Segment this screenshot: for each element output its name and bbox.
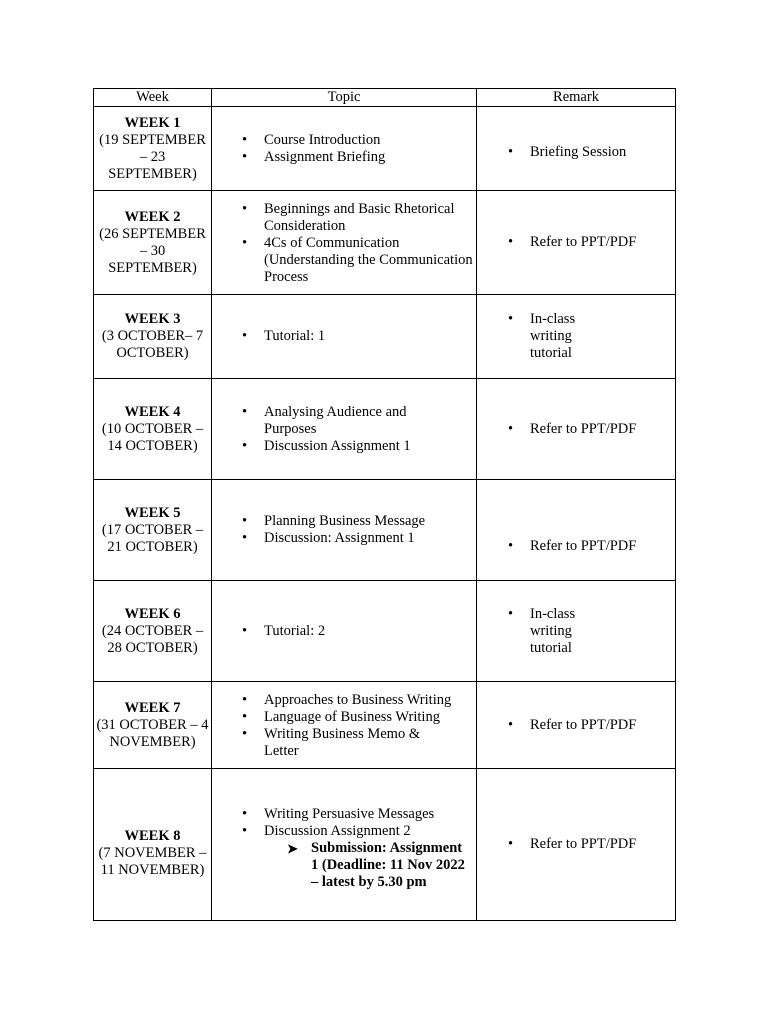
- topic-item: • Planning Business Message: [264, 513, 476, 530]
- topic-cell: [212, 379, 477, 480]
- remark-item: • In-class writing tutorial: [530, 311, 615, 362]
- table-row: [94, 581, 676, 682]
- week-label: WEEK 3: [124, 311, 181, 327]
- topic-cell: [212, 581, 477, 682]
- topic-item: • Tutorial: 2: [264, 623, 476, 640]
- week-label: WEEK 4: [124, 403, 181, 420]
- remark-item: • Briefing Session: [530, 144, 675, 161]
- week-range: (24 OCTOBER – 28 OCTOBER): [101, 622, 204, 656]
- topic-item: • Writing Persuasive Messages: [264, 806, 476, 823]
- header-topic: Topic: [212, 89, 477, 107]
- topic-cell: [212, 107, 477, 191]
- topic-item: • Discussion Assignment 1: [264, 438, 436, 455]
- week-range: (10 OCTOBER – 14 OCTOBER): [101, 420, 204, 454]
- header-week: Week: [94, 89, 212, 107]
- week-label: WEEK 5: [124, 504, 181, 521]
- remark-item: • Refer to PPT/PDF: [530, 421, 675, 438]
- remark-cell: [477, 480, 676, 581]
- remark-cell: [477, 107, 676, 191]
- table-row: [94, 295, 676, 379]
- topic-item: • Discussion: Assignment 1: [264, 530, 476, 547]
- header-remark: Remark: [477, 89, 676, 107]
- table-row: [94, 769, 676, 921]
- topic-item: • 4Cs of Communication (Understanding the Communication Process: [264, 235, 476, 286]
- topic-item: • Course Introduction: [264, 132, 476, 149]
- remark-item: • Refer to PPT/PDF: [530, 836, 675, 853]
- week-range: (3 OCTOBER– 7 OCTOBER): [101, 328, 204, 361]
- week-label: WEEK 6: [124, 605, 181, 622]
- table-row: [94, 191, 676, 295]
- topic-item: • Analysing Audience and Purposes: [264, 404, 436, 438]
- week-range: (19 SEPTEMBER – 23 SEPTEMBER): [99, 131, 206, 182]
- remark-item: • In-class writing tutorial: [530, 606, 615, 657]
- remark-item: • Refer to PPT/PDF: [530, 234, 675, 251]
- week-cell: [94, 769, 212, 921]
- week-cell: [94, 581, 212, 682]
- topic-item: • Tutorial: 1: [264, 328, 476, 345]
- topic-cell: [212, 295, 477, 379]
- remark-item: • Refer to PPT/PDF: [530, 538, 675, 555]
- topic-item: • Approaches to Business Writing: [264, 692, 476, 709]
- week-cell: [94, 191, 212, 295]
- schedule-table: [93, 88, 676, 921]
- submission-note: [287, 840, 471, 891]
- header-row: [94, 89, 676, 107]
- week-label: WEEK 7: [124, 699, 181, 716]
- table-row: [94, 682, 676, 769]
- table-row: [94, 480, 676, 581]
- week-cell: [94, 379, 212, 480]
- topic-item: • Writing Business Memo & Letter: [264, 726, 476, 760]
- week-label: WEEK 2: [124, 208, 181, 225]
- week-cell: [94, 107, 212, 191]
- topic-cell: [212, 682, 477, 769]
- week-label: WEEK 1: [124, 114, 181, 131]
- remark-cell: [477, 682, 676, 769]
- table-row: [94, 107, 676, 191]
- remark-cell: [477, 379, 676, 480]
- topic-cell: [212, 480, 477, 581]
- week-range: (26 SEPTEMBER – 30 SEPTEMBER): [99, 225, 206, 276]
- topic-item: • Beginnings and Basic Rhetorical Consideration: [264, 201, 476, 235]
- topic-cell: [212, 769, 477, 921]
- remark-item: • Refer to PPT/PDF: [530, 717, 675, 734]
- remark-cell: [477, 295, 676, 379]
- week-label: WEEK 8: [124, 827, 181, 844]
- topic-cell: [212, 191, 477, 295]
- topic-item: • Assignment Briefing: [264, 149, 476, 166]
- topic-item: • Discussion Assignment 2: [264, 823, 476, 840]
- remark-cell: [477, 191, 676, 295]
- arrow-bullet-icon: ➤: [287, 841, 298, 856]
- remark-cell: [477, 769, 676, 921]
- week-range: (31 OCTOBER – 4 NOVEMBER): [96, 716, 209, 750]
- week-cell: [94, 682, 212, 769]
- remark-cell: [477, 581, 676, 682]
- submission-text: Submission: Assignment 1 (Deadline: 11 Nov 2022 – latest by 5.30 pm: [311, 840, 465, 890]
- week-range: (17 OCTOBER – 21 OCTOBER): [101, 521, 204, 555]
- week-cell: [94, 295, 212, 379]
- week-range: (7 NOVEMBER –11 NOVEMBER): [98, 844, 207, 878]
- topic-item: • Language of Business Writing: [264, 709, 476, 726]
- week-cell: [94, 480, 212, 581]
- table-row: [94, 379, 676, 480]
